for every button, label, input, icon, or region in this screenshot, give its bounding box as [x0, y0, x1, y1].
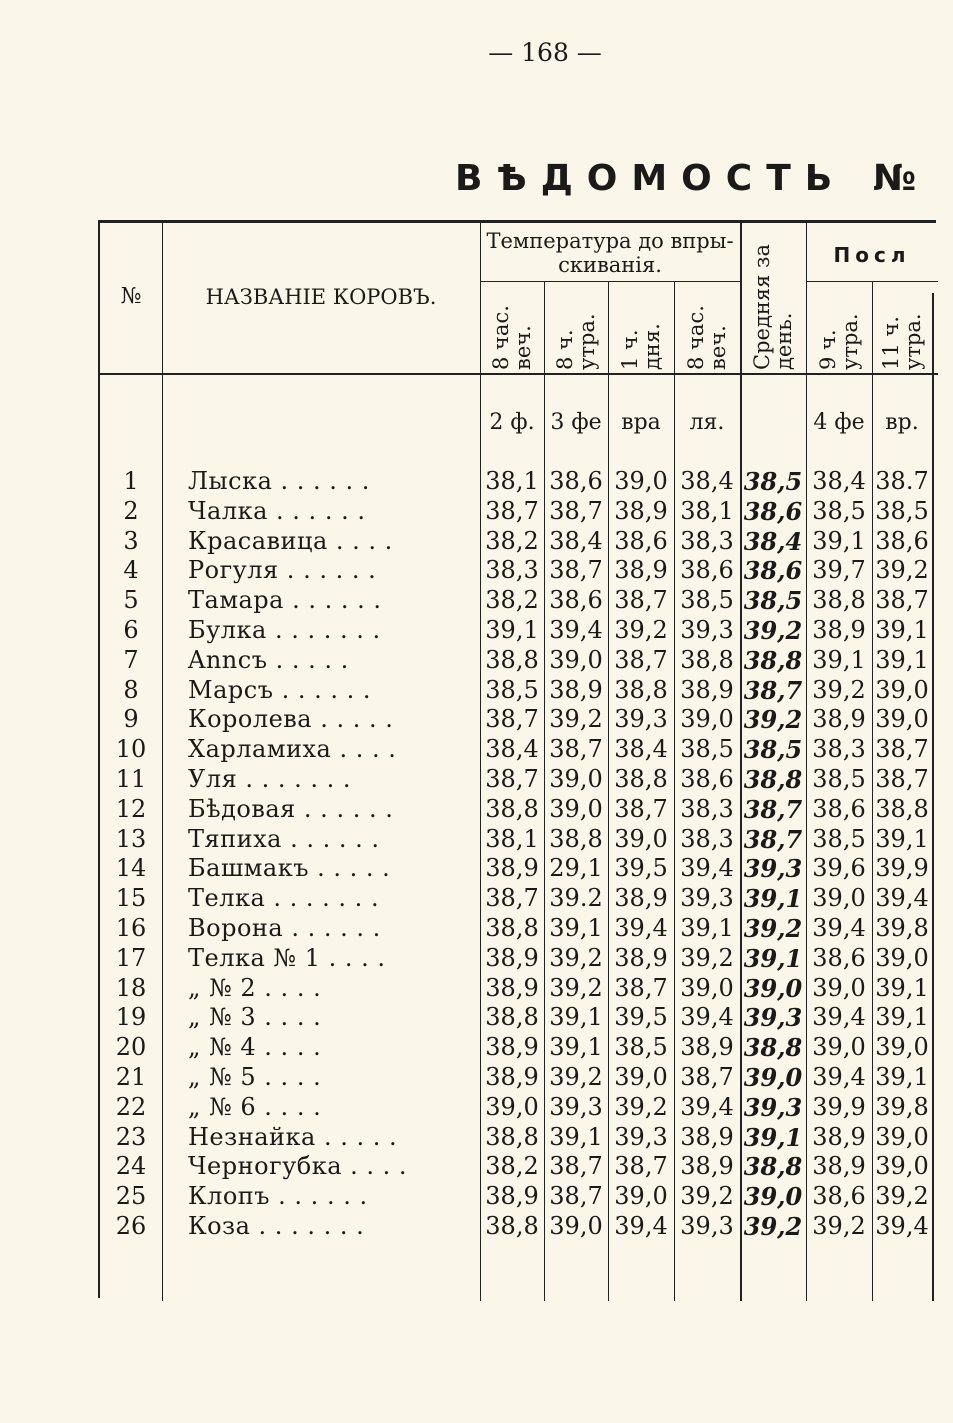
temperature-value: 39,3 — [614, 1122, 668, 1151]
date-cell: вра — [621, 410, 661, 435]
temperature-value: 38,1 — [485, 824, 539, 853]
sub-col-header: 8 ч. утра. — [553, 313, 599, 370]
after-group: Посл — [833, 243, 911, 267]
temperature-value: 39,0 — [549, 765, 603, 793]
temperature-value: 38,8 — [614, 675, 668, 704]
temperature-value: 39,0 — [614, 1182, 668, 1211]
temperature-value: 38,9 — [812, 1152, 866, 1181]
temperature-value: 39,1 — [549, 914, 603, 942]
temperature-value: 29,1 — [549, 854, 603, 883]
temperature-value: 39,2 — [614, 616, 668, 644]
table-row — [100, 795, 938, 825]
table-row — [100, 884, 938, 914]
temperature-value: 38,6 — [680, 765, 734, 793]
temperature-value: 38,5 — [875, 496, 929, 525]
row-number: 16 — [115, 914, 147, 942]
temperature-value: 38,9 — [614, 943, 668, 972]
cow-name: Незнайка . . . . . — [188, 1122, 398, 1151]
row-number: 12 — [115, 794, 147, 823]
temperature-value: 39,2 — [875, 556, 929, 585]
temperature-value: 38,9 — [812, 616, 866, 644]
row-number: 21 — [115, 1063, 147, 1091]
cow-name: Клопъ . . . . . . — [188, 1182, 368, 1211]
temperature-value: 39,1 — [680, 914, 734, 942]
temperature-value: 38,6 — [812, 794, 866, 823]
temperature-value: 39,2 — [614, 1092, 668, 1121]
temperature-value: 39,1 — [485, 616, 539, 644]
temperature-value: 38,6 — [680, 556, 734, 585]
temperature-value: 39,5 — [614, 1003, 668, 1032]
temperature-value: 38,3 — [680, 794, 734, 823]
temperature-value: 39,2 — [549, 943, 603, 972]
cow-name: „ № 3 . . . . — [188, 1003, 322, 1032]
row-number: 8 — [123, 675, 139, 704]
table-row — [100, 676, 938, 706]
temperature-value: 38,5 — [614, 1033, 668, 1062]
temperature-value: 39,0 — [614, 1063, 668, 1091]
table-row — [100, 556, 938, 586]
daily-average: 38,7 — [743, 675, 803, 705]
daily-average: 38,8 — [743, 645, 803, 675]
temperature-value: 39,0 — [812, 1033, 866, 1062]
cow-name: „ № 2 . . . . — [188, 973, 322, 1002]
temperature-value: 38,8 — [485, 794, 539, 823]
temperature-value: 38,9 — [485, 854, 539, 883]
row-number: 9 — [123, 705, 139, 734]
temperature-value: 39,1 — [875, 645, 929, 674]
temperature-value: 39,4 — [614, 1212, 668, 1240]
temperature-value: 39,3 — [680, 1212, 734, 1240]
cow-name: Королева . . . . . — [188, 705, 394, 734]
daily-average: 38,6 — [743, 556, 803, 586]
temperature-value: 39,1 — [875, 1003, 929, 1032]
temperature-value: 38,9 — [485, 973, 539, 1002]
temperature-value: 39,0 — [875, 675, 929, 704]
daily-average: 39,2 — [743, 705, 803, 735]
temperature-value: 39,4 — [549, 616, 603, 644]
temperature-value: 38,7 — [549, 496, 603, 525]
temperature-value: 39,1 — [875, 824, 929, 853]
daily-average: 39,3 — [743, 1092, 803, 1122]
temperature-value: 38,1 — [485, 467, 539, 495]
temperature-value: 39,4 — [812, 1003, 866, 1032]
temperature-value: 38,3 — [680, 824, 734, 853]
temperature-value: 38,9 — [614, 556, 668, 585]
cow-name: Черногубка . . . . — [188, 1152, 408, 1181]
temperature-value: 39,0 — [875, 1152, 929, 1181]
temperature-value: 38,2 — [485, 526, 539, 555]
row-number: 25 — [115, 1182, 147, 1211]
daily-average: 39,3 — [743, 854, 803, 884]
row-number: 6 — [123, 616, 139, 644]
temperature-value: 38,8 — [812, 586, 866, 615]
temperature-value: 38,4 — [549, 526, 603, 555]
table-row — [100, 735, 938, 765]
temperature-value: 38,4 — [680, 467, 734, 495]
temperature-value: 39,0 — [875, 943, 929, 972]
temperature-value: 39,8 — [875, 1092, 929, 1121]
temperature-value: 38,7 — [614, 586, 668, 615]
row-number: 3 — [123, 526, 139, 555]
header-divider — [806, 281, 938, 282]
temperature-value: 38,7 — [875, 735, 929, 764]
temperature-value: 39,2 — [680, 943, 734, 972]
temperature-value: 38,9 — [680, 1122, 734, 1151]
table-row — [100, 825, 938, 855]
row-number: 4 — [123, 556, 139, 585]
table-row — [100, 1212, 938, 1242]
temperature-value: 38,4 — [485, 735, 539, 764]
table-row — [100, 497, 938, 527]
temperature-value: 38,8 — [485, 645, 539, 674]
temperature-value: 38,7 — [614, 794, 668, 823]
sub-col-header: 11 ч. утра. — [879, 313, 925, 370]
temperature-value: 38,7 — [549, 1152, 603, 1181]
cow-name: Лыска . . . . . . — [188, 467, 370, 495]
temperature-value: 39,4 — [875, 884, 929, 913]
daily-average: 38,4 — [743, 526, 803, 556]
temperature-value: 38,7 — [680, 1063, 734, 1091]
daily-average: 39,1 — [743, 1122, 803, 1152]
temperature-value: 38,6 — [875, 526, 929, 555]
temperature-value: 38,7 — [614, 1152, 668, 1181]
row-number: 11 — [115, 765, 147, 793]
temperature-value: 39,3 — [680, 884, 734, 913]
date-cell: вр. — [885, 410, 919, 435]
row-number: 14 — [115, 854, 147, 883]
daily-average: 39,0 — [743, 1182, 803, 1212]
temp-group-line2: скиванія. — [558, 253, 662, 277]
temperature-value: 38,7 — [549, 556, 603, 585]
temperature-value: 39,3 — [549, 1092, 603, 1121]
daily-average: 38,5 — [743, 586, 803, 616]
temperature-value: 39,4 — [812, 914, 866, 942]
temperature-value: 38,6 — [812, 943, 866, 972]
temperature-value: 39,2 — [680, 1182, 734, 1211]
temperature-value: 38,2 — [485, 586, 539, 615]
temperature-value: 38,2 — [485, 1152, 539, 1181]
table-row — [100, 467, 938, 497]
daily-average: 39,2 — [743, 1212, 803, 1241]
daily-average: 39,0 — [743, 973, 803, 1003]
temperature-value: 38,7 — [549, 1182, 603, 1211]
data-table — [98, 220, 936, 1298]
date-cell: 2 ф. — [489, 410, 535, 435]
row-number: 2 — [123, 496, 139, 525]
temperature-value: 38,7 — [485, 884, 539, 913]
temperature-value: 39,0 — [812, 884, 866, 913]
temperature-value: 38,9 — [485, 1033, 539, 1062]
temperature-value: 38,3 — [812, 735, 866, 764]
cow-name: Чалка . . . . . . — [188, 496, 366, 525]
table-row — [100, 1063, 938, 1093]
temperature-value: 39,0 — [485, 1092, 539, 1121]
table-row — [100, 914, 938, 944]
cow-name: „ № 5 . . . . — [188, 1063, 322, 1091]
temperature-value: 38,7 — [875, 586, 929, 615]
cow-name: Марсъ . . . . . . — [188, 675, 372, 704]
temperature-value: 39,1 — [812, 645, 866, 674]
col-name-header: НАЗВАНІЕ КОРОВЪ. — [205, 285, 437, 309]
temperature-value: 38,5 — [680, 586, 734, 615]
temperature-value: 38,5 — [812, 496, 866, 525]
temperature-value: 38,5 — [812, 824, 866, 853]
temperature-value: 39,1 — [549, 1122, 603, 1151]
temperature-value: 39,8 — [875, 914, 929, 942]
temperature-value: 39,1 — [549, 1003, 603, 1032]
table-row — [100, 1033, 938, 1063]
row-number: 13 — [115, 824, 147, 853]
row-number: 1 — [123, 467, 139, 495]
temperature-value: 39,9 — [875, 854, 929, 883]
temperature-value: 39,0 — [680, 705, 734, 734]
sub-col-header: 9 ч. утра. — [816, 313, 862, 370]
cow-name: Башмакъ . . . . . — [188, 854, 391, 883]
daily-average: 38,6 — [743, 496, 803, 526]
temperature-value: 38,1 — [680, 496, 734, 525]
cow-name: Annсъ . . . . . — [188, 645, 349, 674]
temperature-value: 39,2 — [875, 1182, 929, 1211]
sub-col-header: 8 час. веч. — [489, 305, 535, 370]
daily-average: 38,8 — [743, 1152, 803, 1182]
row-number: 15 — [115, 884, 147, 913]
temperature-value: 39,0 — [549, 794, 603, 823]
temperature-value: 38,8 — [485, 1212, 539, 1240]
date-cell: 3 фе — [550, 410, 602, 435]
table-row — [100, 765, 938, 795]
temperature-value: 38,6 — [614, 526, 668, 555]
temperature-value: 38,8 — [485, 1122, 539, 1151]
row-number: 5 — [123, 586, 139, 615]
row-number: 7 — [123, 645, 139, 674]
daily-average: 39,0 — [743, 1063, 803, 1092]
header-divider — [480, 281, 740, 282]
temp-group-line1: Температура до впры- — [486, 229, 734, 253]
temperature-value: 38,7 — [549, 735, 603, 764]
temperature-value: 38,5 — [485, 675, 539, 704]
cow-name: Бѣдовая . . . . . . — [188, 794, 394, 823]
temperature-value: 38,7 — [875, 765, 929, 793]
temperature-value: 38,8 — [485, 1003, 539, 1032]
temperature-value: 39,6 — [812, 854, 866, 883]
daily-average: 38,7 — [743, 794, 803, 824]
temperature-value: 39,4 — [680, 1003, 734, 1032]
temperature-value: 38,4 — [812, 467, 866, 495]
temperature-value: 38,9 — [680, 1152, 734, 1181]
cow-name: Харламиха . . . . — [188, 735, 397, 764]
temperature-value: 39,3 — [614, 705, 668, 734]
temperature-value: 38,8 — [485, 914, 539, 942]
daily-average: 39,2 — [743, 914, 803, 943]
temperature-value: 38,9 — [680, 675, 734, 704]
cow-name: Красавица . . . . — [188, 526, 393, 555]
row-number: 10 — [115, 735, 147, 764]
cow-name: Тамара . . . . . . — [188, 586, 382, 615]
temperature-value: 39,2 — [549, 705, 603, 734]
table-row — [100, 1003, 938, 1033]
row-number: 26 — [115, 1212, 147, 1240]
temperature-value: 39,4 — [680, 854, 734, 883]
temperature-value: 38,9 — [680, 1033, 734, 1062]
temperature-value: 39,4 — [875, 1212, 929, 1240]
temperature-value: 39,2 — [812, 1212, 866, 1240]
temperature-value: 38.7 — [875, 467, 929, 495]
temperature-value: 39,0 — [549, 645, 603, 674]
temperature-value: 38,6 — [549, 467, 603, 495]
temperature-value: 39,0 — [875, 705, 929, 734]
temperature-value: 39,0 — [614, 467, 668, 495]
temperature-value: 38,9 — [485, 943, 539, 972]
temperature-value: 38,6 — [812, 1182, 866, 1211]
temperature-value: 38,9 — [485, 1063, 539, 1091]
sub-col-header: 1 ч. дня. — [618, 323, 664, 370]
table-row — [100, 616, 938, 646]
temperature-value: 38,6 — [549, 586, 603, 615]
table-row — [100, 854, 938, 884]
temperature-value: 39,1 — [875, 616, 929, 644]
temperature-value: 39,9 — [812, 1092, 866, 1121]
temperature-value: 39,0 — [875, 1122, 929, 1151]
daily-average: 38,7 — [743, 824, 803, 854]
page-number: — 168 — — [488, 38, 602, 67]
page-title: ВѢДОМОСТЬ № — [455, 158, 931, 199]
sub-col-header: Средняя за день. — [750, 243, 796, 370]
temperature-value: 39,0 — [875, 1033, 929, 1062]
daily-average: 39,1 — [743, 943, 803, 973]
temperature-value: 38,9 — [614, 884, 668, 913]
table-row — [100, 586, 938, 616]
daily-average: 39,3 — [743, 1003, 803, 1033]
temperature-value: 38,8 — [614, 765, 668, 793]
temperature-value: 39,2 — [549, 1063, 603, 1091]
cow-name: Ворона . . . . . . — [188, 914, 381, 942]
table-row — [100, 1182, 938, 1212]
temperature-value: 38,8 — [549, 824, 603, 853]
table-row — [100, 705, 938, 735]
temperature-value: 39,1 — [875, 1063, 929, 1091]
table-row — [100, 527, 938, 557]
temperature-value: 38,9 — [812, 705, 866, 734]
temperature-value: 38,8 — [680, 645, 734, 674]
date-cell: 4 фе — [813, 410, 865, 435]
temperature-value: 38,8 — [875, 794, 929, 823]
temperature-value: 39,3 — [680, 616, 734, 644]
daily-average: 38,5 — [743, 735, 803, 765]
daily-average: 39,1 — [743, 884, 803, 914]
temperature-value: 38,7 — [485, 705, 539, 734]
row-number: 17 — [115, 943, 147, 972]
daily-average: 38,5 — [743, 467, 803, 496]
temperature-value: 39.2 — [549, 884, 603, 913]
temperature-value: 38,9 — [485, 1182, 539, 1211]
row-number: 20 — [115, 1033, 147, 1062]
row-number: 22 — [115, 1092, 147, 1121]
temperature-value: 38,7 — [614, 645, 668, 674]
temperature-value: 38,9 — [614, 496, 668, 525]
table-row — [100, 646, 938, 676]
table-row — [100, 1093, 938, 1123]
temperature-value: 39,0 — [812, 973, 866, 1002]
temperature-value: 39,1 — [549, 1033, 603, 1062]
cow-name: „ № 6 . . . . — [188, 1092, 322, 1121]
row-number: 24 — [115, 1152, 147, 1181]
temperature-value: 39,1 — [875, 973, 929, 1002]
cow-name: Уля . . . . . . . — [188, 765, 352, 793]
temperature-value: 39,0 — [549, 1212, 603, 1240]
cow-name: Булка . . . . . . . — [188, 616, 381, 644]
table-row — [100, 974, 938, 1004]
temperature-value: 38,4 — [614, 735, 668, 764]
cow-name: „ № 4 . . . . — [188, 1033, 322, 1062]
temperature-value: 38,7 — [614, 973, 668, 1002]
temperature-value: 39,4 — [614, 914, 668, 942]
temperature-value: 39,0 — [614, 824, 668, 853]
temperature-value: 39,1 — [812, 526, 866, 555]
date-cell: ля. — [689, 410, 725, 435]
temperature-value: 38,3 — [485, 556, 539, 585]
table-row — [100, 1123, 938, 1153]
daily-average: 38,8 — [743, 1033, 803, 1063]
temperature-value: 38,7 — [485, 496, 539, 525]
temperature-value: 39,2 — [549, 973, 603, 1002]
cow-name: Коза . . . . . . . — [188, 1212, 365, 1240]
temperature-value: 39,5 — [614, 854, 668, 883]
temperature-value: 39,4 — [680, 1092, 734, 1121]
table-row — [100, 1152, 938, 1182]
col-no-header: № — [120, 284, 142, 309]
temperature-value: 38,3 — [680, 526, 734, 555]
row-number: 23 — [115, 1122, 147, 1151]
temperature-value: 39,2 — [812, 675, 866, 704]
temperature-value: 38,5 — [680, 735, 734, 764]
sub-col-header: 8 час. веч. — [684, 305, 730, 370]
cow-name: Тяпиха . . . . . . — [188, 824, 380, 853]
temperature-value: 38,7 — [485, 765, 539, 793]
temperature-value: 38,5 — [812, 765, 866, 793]
daily-average: 38,8 — [743, 765, 803, 794]
cow-name: Рогуля . . . . . . — [188, 556, 377, 585]
cow-name: Телка № 1 . . . . — [188, 943, 386, 972]
temperature-value: 38,9 — [812, 1122, 866, 1151]
cow-name: Телка . . . . . . . — [188, 884, 380, 913]
row-number: 19 — [115, 1003, 147, 1032]
temperature-value: 39,7 — [812, 556, 866, 585]
header-bottom — [100, 373, 938, 375]
row-number: 18 — [115, 973, 147, 1002]
temperature-value: 39,4 — [812, 1063, 866, 1091]
daily-average: 39,2 — [743, 616, 803, 645]
table-row — [100, 944, 938, 974]
temperature-value: 39,0 — [680, 973, 734, 1002]
temperature-value: 38,9 — [549, 675, 603, 704]
